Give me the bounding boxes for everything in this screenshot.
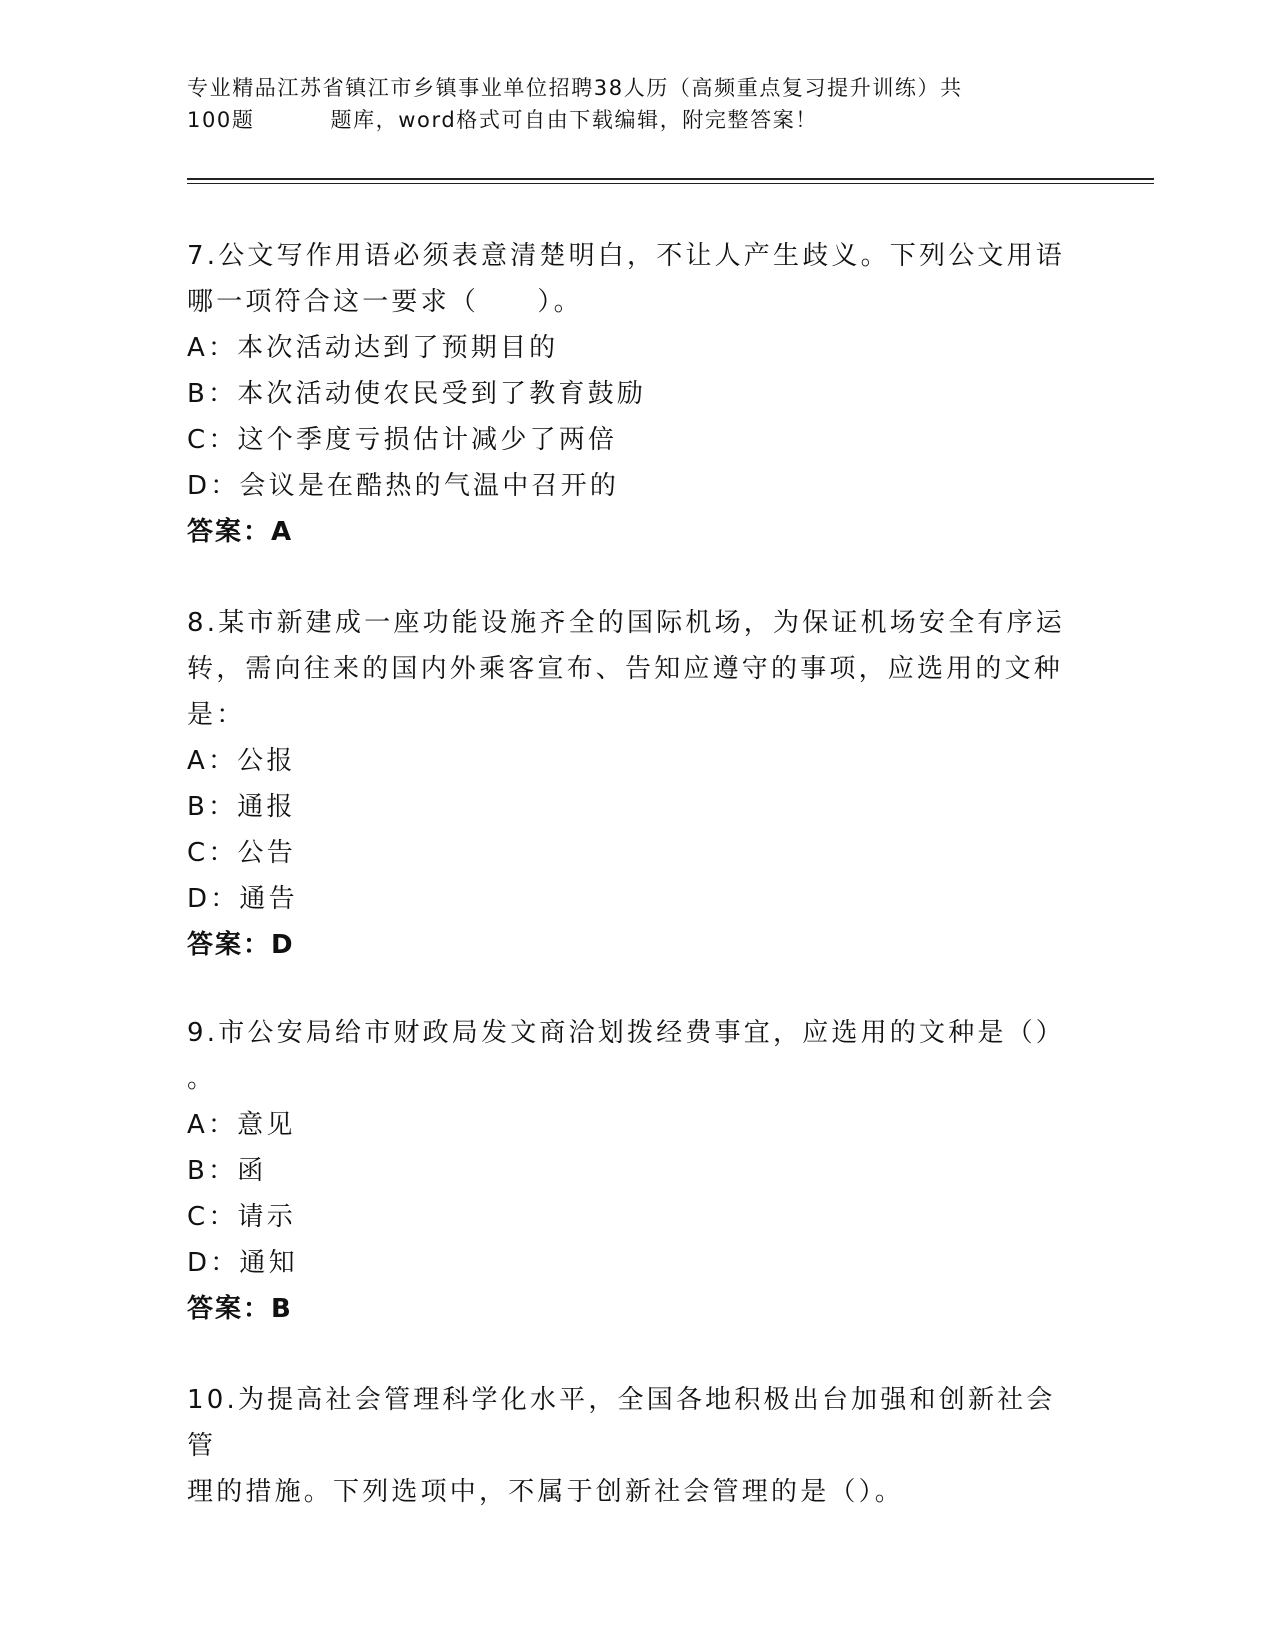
- header-title-line-2: [187, 104, 1067, 136]
- header-divider-thick: [187, 178, 1154, 180]
- answer-line: 答案：D: [187, 930, 295, 960]
- question-stem: 哪一项符合这一要求（ ）。: [187, 287, 583, 317]
- header-title-line-1: 专业精品江苏省镇江市乡镇事业单位招聘38人历（高频重点复习提升训练）共: [187, 76, 963, 100]
- question-stem: 8.某市新建成一座功能设施齐全的国际机场，为保证机场安全有序运: [187, 608, 1066, 638]
- option-c: C：请示: [187, 1202, 296, 1232]
- question-9: [187, 1010, 1067, 1332]
- option-d: D：通知: [187, 1248, 298, 1278]
- question-stem: 10.为提高社会管理科学化水平，全国各地积极出台加强和创新社会管: [187, 1385, 1056, 1461]
- header-subtitle: 题库，word格式可自由下载编辑，附完整答案！: [330, 108, 818, 132]
- question-stem: 7.公文写作用语必须表意清楚明白，不让人产生歧义。下列公文用语: [187, 241, 1066, 271]
- option-a: A：意见: [187, 1110, 296, 1140]
- answer-line: 答案：A: [187, 517, 294, 547]
- question-8: [187, 600, 1067, 968]
- question-7: [187, 233, 1067, 555]
- option-a: A：公报: [187, 746, 296, 776]
- option-c: C：这个季度亏损估计减少了两倍: [187, 425, 618, 455]
- option-a: A：本次活动达到了预期目的: [187, 333, 559, 363]
- option-c: C：公告: [187, 838, 296, 868]
- answer-line: 答案：B: [187, 1294, 293, 1324]
- question-stem: 是：: [187, 700, 246, 730]
- option-d: D：会议是在酷热的气温中召开的: [187, 471, 620, 501]
- option-b: B：本次活动使农民受到了教育鼓励: [187, 379, 647, 409]
- question-stem: 9.市公安局给市财政局发文商洽划拨经费事宜，应选用的文种是（）: [187, 1018, 1066, 1048]
- question-stem: 。: [187, 1064, 217, 1094]
- question-10: [187, 1377, 1067, 1515]
- header-divider-thin: [187, 183, 1154, 184]
- option-b: B：通报: [187, 792, 296, 822]
- document-header: [187, 72, 1067, 136]
- question-stem: 理的措施。下列选项中，不属于创新社会管理的是（）。: [187, 1477, 905, 1507]
- option-b: B：函: [187, 1156, 267, 1186]
- header-count: 100题: [187, 108, 255, 132]
- option-d: D：通告: [187, 884, 298, 914]
- question-stem: 转，需向往来的国内外乘客宣布、告知应遵守的事项，应选用的文种: [187, 654, 1064, 684]
